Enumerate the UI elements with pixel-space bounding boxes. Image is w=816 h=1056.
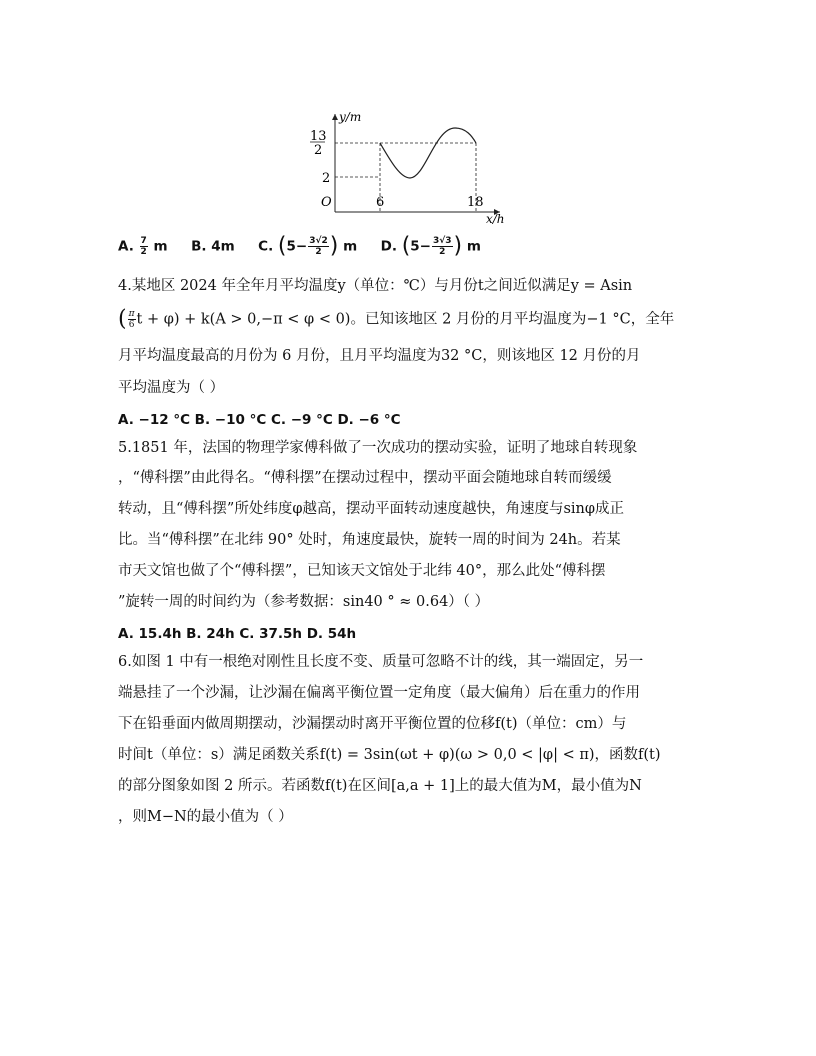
y-tick-13: 13 [310, 129, 327, 144]
q6-line-1: 6.如图 1 中有一根绝对刚性且长度不变、质量可忽略不计的线，其一端固定，另一 [118, 654, 644, 670]
q4-line-2: ( $\frac{\pi}{6}$ t + φ) + k(A > 0,−π < φ < 0)。已知该地区 2 月份的月平均温度为−1 °C，全年 [118, 306, 675, 332]
option-a-fraction [140, 236, 148, 257]
sinusoid-figure [300, 108, 520, 226]
option-c-unit: m [343, 238, 358, 255]
option-b: B. 4m [191, 238, 235, 255]
y-tick-13-den: 2 [314, 143, 323, 158]
option-a-den: 2 [140, 247, 147, 257]
option-a-num: 7 [140, 236, 147, 246]
y-axis-arrow [332, 114, 338, 120]
option-a-prefix: A. [118, 238, 134, 255]
option-c-five: 5− [286, 238, 308, 255]
x-axis-label: x/h [486, 212, 505, 226]
graph-svg [300, 108, 520, 226]
q4-options: A. −12 °C B. −10 °C C. −9 °C D. −6 °C [118, 412, 401, 428]
x-tick-6: 6 [376, 195, 385, 210]
option-c-num: 3√2 [309, 236, 328, 246]
origin-label: O [321, 195, 332, 210]
q5-line-3: 转动，且“傅科摆”所处纬度φ越高，摆动平面转动速度越快，角速度与sinφ成正 [118, 501, 625, 517]
q3-options: A. $\frac{7}{2}$ m B. 4m C. (5− $\frac{3√2}{2}$ ) m D. (5− $\frac{3√3}{2}$ ) m [118, 233, 481, 259]
six-den: 6 [128, 320, 135, 330]
q6-line-6: ，则M−N的最小值为（ ） [118, 809, 293, 825]
q5-line-6: ”旋转一周的时间约为（参考数据：sin40 ° ≈ 0.64）（ ） [118, 594, 490, 610]
q5-line-4: 比。当“傅科摆”在北纬 90° 处时，角速度最快，旋转一周的时间为 24h。若某 [118, 532, 621, 548]
pi-num: π [128, 309, 135, 319]
option-a-unit: m [153, 238, 168, 255]
q4-line-4: 平均温度为（ ） [118, 380, 225, 396]
q5-options: A. 15.4h B. 24h C. 37.5h D. 54h [118, 626, 357, 642]
q6-line-5: 的部分图象如图 2 所示。若函数f(t)在区间[a,a + 1]上的最大值为M，最小值为N [118, 778, 642, 794]
q5-line-1: 5.1851 年，法国的物理学家傅科做了一次成功的摆动实验，证明了地球自转现象 [118, 440, 638, 456]
option-d-unit: m [466, 238, 481, 255]
option-d-fraction [432, 236, 453, 257]
q6-line-2: 端悬挂了一个沙漏，让沙漏在偏离平衡位置一定角度（最大偏角）后在重力的作用 [118, 685, 640, 701]
q4-line-2-text: t + φ) + k(A > 0,−π < φ < 0)。已知该地区 2 月份的月平均温度为−1 °C，全年 [136, 311, 675, 328]
q4-line-1: 4.某地区 2024 年全年月平均温度y（单位：℃）与月份t之间近似满足y = Asin [118, 278, 633, 294]
option-c-fraction [308, 236, 329, 257]
option-d-num: 3√3 [433, 236, 452, 246]
option-d-den: 2 [439, 247, 446, 257]
option-d-prefix: D. [380, 238, 397, 255]
option-c-prefix: C. [258, 238, 274, 255]
q6-line-4: 时间t（单位：s）满足函数关系f(t) = 3sin(ωt + φ)(ω > 0,0 < |φ| < π)，函数f(t) [118, 747, 661, 763]
q4-line-3: 月平均温度最高的月份为 6 月份，且月平均温度为32 °C，则该地区 12 月份的月 [118, 348, 641, 364]
x-tick-18: 18 [467, 195, 484, 210]
q6-line-3: 下在铅垂面内做周期摆动，沙漏摆动时离开平衡位置的位移f(t)（单位：cm）与 [118, 716, 627, 732]
y-axis-label: y/m [339, 110, 362, 124]
sine-curve [380, 128, 476, 178]
y-tick-2: 2 [322, 171, 331, 186]
q5-line-2: ，“傅科摆”由此得名。“傅科摆”在摆动过程中，摆动平面会随地球自转而缓缓 [118, 470, 612, 486]
option-d-five: 5− [410, 238, 431, 255]
pi-over-6 [128, 309, 136, 330]
option-c-den: 2 [315, 247, 322, 257]
q5-line-5: 市天文馆也做了个“傅科摆”，已知该天文馆处于北纬 40°，那么此处“傅科摆 [118, 563, 606, 579]
